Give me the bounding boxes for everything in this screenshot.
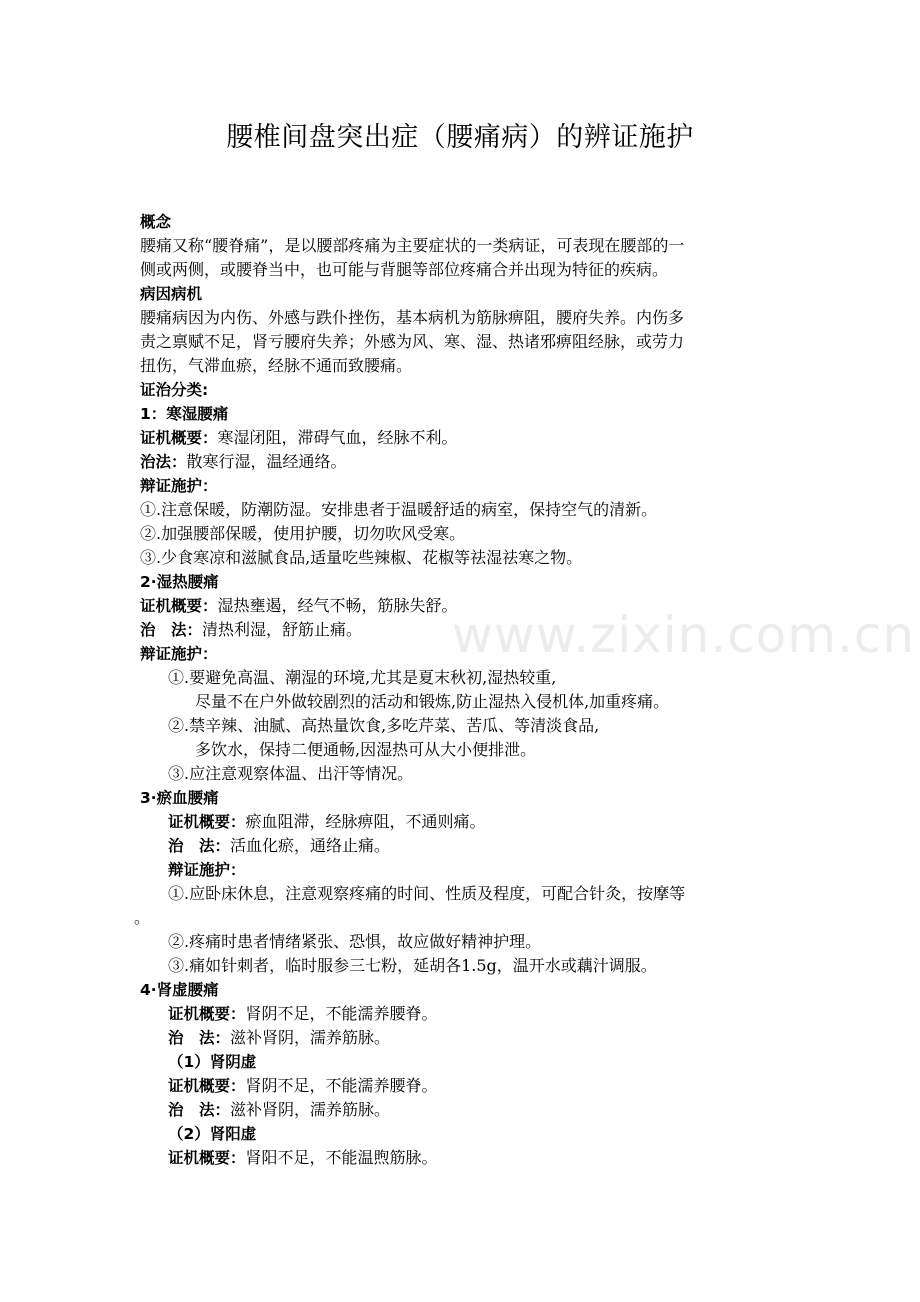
treatment-label: 治 法：	[168, 1029, 231, 1047]
section-2-treatment	[140, 618, 780, 642]
mechanism-text: 肾阳不足，不能温煦筋脉。	[245, 1148, 438, 1167]
section-3-nursing-item: ③.痛如针刺者，临时服参三七粉，延胡各1.5g，温开水或藕汁调服。	[168, 956, 657, 975]
treatment-text: 滋补肾阴，濡养筋脉。	[230, 1100, 391, 1119]
treatment-label: 治 法：	[168, 1101, 231, 1119]
section-2-nursing-item-cont: 多饮水，保持二便通畅,因湿热可从大小便排泄。	[195, 740, 537, 759]
section-4-sub1-mechanism	[140, 1074, 780, 1098]
section-1-nursing-item: ②.加强腰部保暖，使用护腰，切勿吹风受寒。	[140, 524, 466, 543]
treatment-text: 散寒行湿，温经通络。	[186, 452, 347, 471]
etiology-line: 责之禀赋不足，肾亏腰府失养；外感为风、寒、湿、热诸邪痹阻经脉，或劳力	[140, 332, 685, 351]
section-3-nursing-item-cont: 。	[134, 908, 151, 927]
section-1-nursing-item: ①.注意保暖，防潮防湿。安排患者于温暖舒适的病室，保持空气的清新。	[140, 500, 658, 519]
section-2-nursing-item: ②.禁辛辣、油腻、高热量饮食,多吃芹菜、苦瓜、等清淡食品,	[168, 716, 600, 735]
section-2-nursing-heading: 辩证施护：	[140, 645, 218, 663]
section-1-treatment	[140, 450, 780, 474]
section-2-nursing-item-cont: 尽量不在户外做较剧烈的活动和锻炼,防止湿热入侵机体,加重疼痛。	[195, 692, 670, 711]
mechanism-label: 证机概要：	[168, 813, 246, 831]
section-4-mechanism	[140, 1002, 780, 1026]
concept-heading: 概念	[140, 213, 172, 231]
section-2-nursing-item: ③.应注意观察体温、出汗等情况。	[168, 764, 414, 783]
classification-heading: 证治分类:	[140, 381, 209, 399]
mechanism-text: 肾阴不足，不能濡养腰脊。	[245, 1004, 438, 1023]
treatment-label: 治 法：	[168, 837, 231, 855]
section-4-sub1-heading: （1）肾阴虚	[168, 1053, 257, 1071]
section-3-nursing-item: ①.应卧床休息，注意观察疼痛的时间、性质及程度，可配合针灸，按摩等	[168, 884, 686, 903]
section-3-heading: 3·瘀血腰痛	[140, 789, 219, 807]
section-4-sub1-treatment	[140, 1098, 780, 1122]
treatment-label: 治法：	[140, 453, 187, 471]
mechanism-label: 证机概要：	[140, 429, 218, 447]
section-1-nursing-item: ③.少食寒凉和滋腻食品,适量吃些辣椒、花椒等祛湿祛寒之物。	[140, 548, 583, 567]
section-1-heading: 1：寒湿腰痛	[140, 405, 229, 423]
section-4-heading: 4·肾虚腰痛	[140, 981, 219, 999]
mechanism-text: 湿热壅遏，经气不畅，筋脉失舒。	[217, 596, 458, 615]
mechanism-text: 瘀血阻滞，经脉痹阻，不通则痛。	[245, 812, 486, 831]
mechanism-label: 证机概要：	[168, 1005, 246, 1023]
section-3-nursing-heading: 辩证施护：	[168, 861, 246, 879]
etiology-line: 扭伤，气滞血瘀，经脉不通而致腰痛。	[140, 356, 413, 375]
mechanism-label: 证机概要：	[168, 1077, 246, 1095]
section-3-mechanism	[140, 810, 780, 834]
mechanism-label: 证机概要：	[140, 597, 218, 615]
treatment-text: 滋补肾阴，濡养筋脉。	[230, 1028, 391, 1047]
treatment-label: 治 法：	[140, 621, 203, 639]
section-2-heading: 2·湿热腰痛	[140, 573, 219, 591]
document-title: 腰椎间盘突出症（腰痛病）的辨证施护	[226, 122, 694, 153]
etiology-heading: 病因病机	[140, 285, 203, 303]
mechanism-text: 肾阴不足，不能濡养腰脊。	[245, 1076, 438, 1095]
section-2-nursing-item: ①.要避免高温、潮湿的环境,尤其是夏末秋初,湿热较重,	[168, 668, 557, 687]
document-body	[134, 210, 780, 1170]
etiology-line: 腰痛病因为内伤、外感与跌仆挫伤，基本病机为筋脉痹阻，腰府失养。内伤多	[140, 308, 685, 327]
section-4-sub2-mechanism	[140, 1146, 780, 1170]
treatment-text: 清热利湿，舒筋止痛。	[202, 620, 363, 639]
section-1-nursing-heading: 辩证施护：	[140, 477, 218, 495]
section-4-treatment	[140, 1026, 780, 1050]
section-2-mechanism	[140, 594, 780, 618]
watermark: www.zixin.com.cn	[452, 606, 916, 664]
concept-line: 腰痛又称“腰脊痛”，是以腰部疼痛为主要症状的一类病证，可表现在腰部的一	[140, 236, 685, 255]
treatment-text: 活血化瘀，通络止痛。	[230, 836, 391, 855]
section-3-nursing-item: ②.疼痛时患者情绪紧张、恐惧，故应做好精神护理。	[168, 932, 542, 951]
section-1-mechanism	[140, 426, 780, 450]
mechanism-label: 证机概要：	[168, 1149, 246, 1167]
section-3-treatment	[140, 834, 780, 858]
mechanism-text: 寒湿闭阻，滞碍气血，经脉不利。	[217, 428, 458, 447]
section-4-sub2-heading: （2）肾阳虚	[168, 1125, 257, 1143]
concept-line: 侧或两侧，或腰脊当中，也可能与背腿等部位疼痛合并出现为特征的疾病。	[140, 260, 669, 279]
